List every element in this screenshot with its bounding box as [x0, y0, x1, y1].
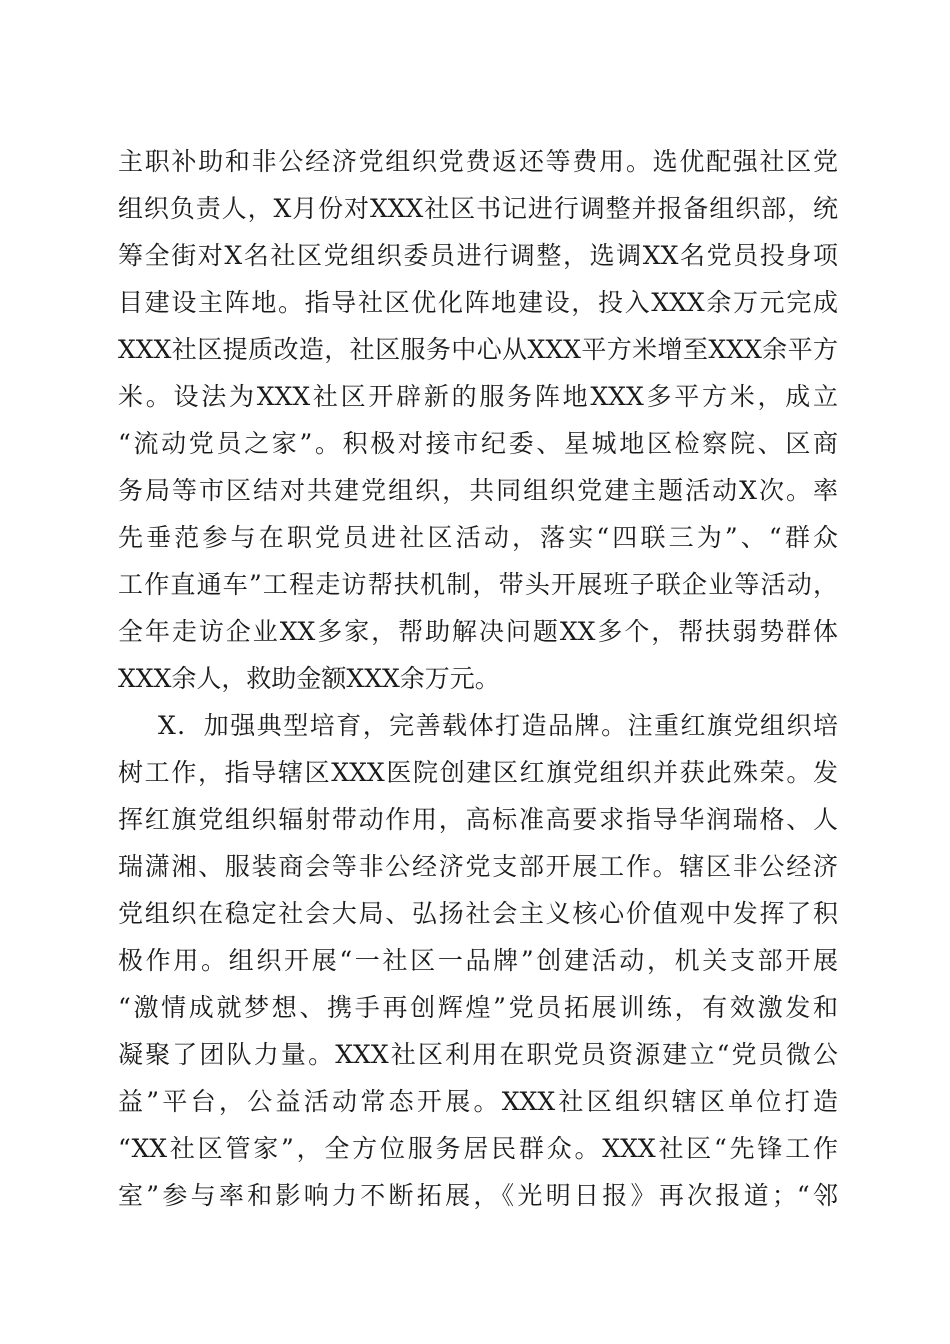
- paragraph-line: 瑞潇湘、服装商会等非公经济党支部开展工作。辖区非公经济: [118, 852, 838, 881]
- paragraph-line: 目建设主阵地。指导社区优化阵地建设，投入XXX余万元完成: [118, 288, 838, 317]
- paragraph-line: 室”参与率和影响力不断拓展，《光明日报》再次报道；“邻: [118, 1181, 838, 1210]
- paragraph-line: 凝聚了团队力量。XXX社区利用在职党员资源建立“党员微公: [118, 1040, 838, 1069]
- paragraph-line: 工作直通车”工程走访帮扶机制，带头开展班子联企业等活动，: [118, 570, 838, 599]
- paragraph-line: “激情成就梦想、携手再创辉煌”党员拓展训练，有效激发和: [118, 993, 838, 1022]
- paragraph-line: 米。设法为XXX社区开辟新的服务阵地XXX多平方米，成立: [118, 382, 838, 411]
- paragraph-line: 组织负责人，X月份对XXX社区书记进行调整并报备组织部，统: [118, 194, 838, 223]
- paragraph-line: 先垂范参与在职党员进社区活动，落实“四联三为”、“群众: [118, 523, 838, 552]
- paragraph-line: 党组织在稳定社会大局、弘扬社会主义核心价值观中发挥了积: [118, 899, 838, 928]
- paragraph-line: 树工作，指导辖区XXX医院创建区红旗党组织并获此殊荣。发: [118, 758, 838, 787]
- paragraph-line: 极作用。组织开展“一社区一品牌”创建活动，机关支部开展: [118, 946, 838, 975]
- document-body: [118, 138, 838, 1219]
- paragraph-1: [118, 138, 838, 702]
- paragraph-line: X．加强典型培育，完善载体打造品牌。注重红旗党组织培: [158, 711, 838, 740]
- paragraph-line: “XX社区管家”，全方位服务居民群众。XXX社区“先锋工作: [118, 1134, 838, 1163]
- paragraph-line: 益”平台，公益活动常态开展。XXX社区组织辖区单位打造: [118, 1087, 838, 1116]
- paragraph-line: 挥红旗党组织辐射带动作用，高标准高要求指导华润瑞格、人: [118, 805, 838, 834]
- paragraph-line: 主职补助和非公经济党组织党费返还等费用。选优配强社区党: [118, 147, 838, 176]
- paragraph-line: XXX余人，救助金额XXX余万元。: [118, 664, 500, 693]
- paragraph-line: 务局等市区结对共建党组织，共同组织党建主题活动X次。率: [118, 476, 838, 505]
- paragraph-line: “流动党员之家”。积极对接市纪委、星城地区检察院、区商: [118, 429, 838, 458]
- paragraph-line: 筹全街对X名社区党组织委员进行调整，选调XX名党员投身项: [118, 241, 838, 270]
- paragraph-line: 全年走访企业XX多家，帮助解决问题XX多个，帮扶弱势群体: [118, 617, 838, 646]
- paragraph-2: [118, 702, 838, 1219]
- paragraph-line: XXX社区提质改造，社区服务中心从XXX平方米增至XXX余平方: [118, 335, 838, 364]
